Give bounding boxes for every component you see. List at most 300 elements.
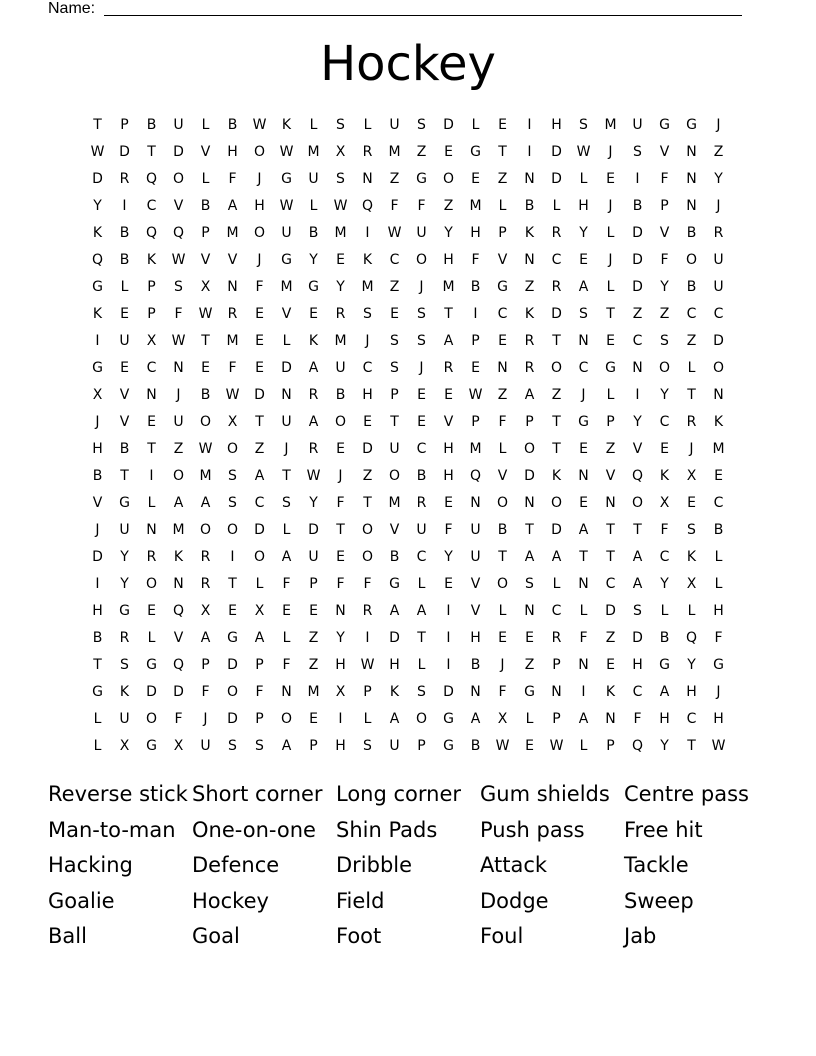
grid-letter: U (416, 225, 427, 241)
grid-row (84, 517, 732, 544)
grid-letter: E (444, 495, 453, 511)
grid-letter: L (579, 738, 588, 754)
grid-letter: Y (660, 738, 669, 754)
grid-letter: C (632, 684, 643, 700)
grid-letter: O (415, 711, 428, 727)
grid-letter: L (552, 576, 561, 592)
grid-letter: L (552, 198, 561, 214)
grid-letter: C (362, 360, 373, 376)
grid-letter: E (309, 711, 318, 727)
grid-letter: A (254, 468, 265, 484)
grid-letter: F (336, 495, 345, 511)
grid-letter: J (284, 441, 289, 457)
grid-row (84, 571, 732, 598)
grid-letter: W (279, 144, 294, 160)
grid-letter: X (200, 603, 211, 619)
grid-letter: W (198, 441, 213, 457)
grid-letter: M (388, 495, 401, 511)
grid-letter: N (578, 468, 589, 484)
grid-letter: Z (173, 441, 184, 457)
grid-letter: M (469, 198, 482, 214)
grid-letter: C (416, 441, 427, 457)
grid-letter: A (308, 360, 319, 376)
grid-letter: R (335, 306, 346, 322)
grid-letter: P (471, 414, 480, 430)
grid-letter: W (279, 198, 294, 214)
grid-letter: P (471, 333, 480, 349)
grid-row (84, 247, 732, 274)
grid-letter: A (632, 576, 643, 592)
grid-letter: B (686, 279, 697, 295)
grid-letter: G (308, 279, 319, 295)
grid-letter: A (389, 603, 400, 619)
grid-letter: O (145, 576, 158, 592)
grid-letter: D (119, 144, 130, 160)
grid-letter: X (173, 738, 184, 754)
grid-letter: D (524, 468, 535, 484)
grid-letter: K (524, 225, 535, 241)
grid-letter: Q (631, 738, 644, 754)
grid-letter: D (551, 144, 562, 160)
grid-letter: O (172, 468, 185, 484)
grid-letter: M (307, 144, 320, 160)
grid-letter: K (173, 549, 184, 565)
grid-letter: Z (362, 468, 373, 484)
grid-letter: U (470, 549, 481, 565)
grid-letter: C (578, 360, 589, 376)
word-list-item: Shin Pads (336, 817, 438, 842)
page-title: Hockey (320, 36, 496, 92)
grid-letter: L (498, 603, 507, 619)
grid-letter: S (228, 738, 237, 754)
grid-row (84, 220, 732, 247)
grid-letter: D (551, 522, 562, 538)
grid-letter: D (254, 522, 265, 538)
grid-letter: B (659, 630, 670, 646)
grid-letter: T (606, 549, 615, 565)
grid-letter: I (446, 657, 451, 673)
grid-letter: J (257, 171, 262, 187)
grid-letter: D (551, 306, 562, 322)
grid-letter: Y (660, 576, 669, 592)
grid-letter: P (147, 306, 156, 322)
grid-letter: F (444, 522, 453, 538)
grid-letter: B (92, 630, 103, 646)
grid-letter: R (551, 279, 562, 295)
grid-letter: L (579, 171, 588, 187)
grid-letter: Y (93, 198, 102, 214)
grid-letter: T (606, 306, 615, 322)
grid-letter: U (119, 522, 130, 538)
grid-letter: P (147, 279, 156, 295)
grid-letter: C (389, 252, 400, 268)
grid-letter: J (689, 441, 694, 457)
grid-letter: E (525, 738, 534, 754)
grid-letter: Z (497, 171, 508, 187)
grid-letter: K (659, 468, 670, 484)
grid-letter: Z (551, 387, 562, 403)
grid-letter: N (173, 360, 184, 376)
grid-letter: U (119, 333, 130, 349)
grid-letter: A (578, 279, 589, 295)
grid-letter: Z (416, 144, 427, 160)
grid-letter: B (524, 198, 535, 214)
grid-letter: D (605, 603, 616, 619)
grid-row (84, 436, 732, 463)
grid-letter: H (713, 711, 724, 727)
grid-letter: R (227, 306, 238, 322)
grid-letter: R (119, 630, 130, 646)
grid-letter: V (497, 468, 508, 484)
grid-letter: C (713, 495, 724, 511)
grid-letter: O (658, 360, 671, 376)
grid-letter: L (471, 117, 480, 133)
grid-letter: D (227, 711, 238, 727)
grid-letter: V (389, 522, 400, 538)
grid-letter: R (686, 414, 697, 430)
grid-letter: Y (120, 576, 129, 592)
grid-letter: N (524, 495, 535, 511)
word-list-item: One-on-one (192, 817, 316, 842)
grid-letter: Z (659, 306, 670, 322)
grid-letter: V (632, 441, 643, 457)
grid-letter: J (581, 387, 586, 403)
grid-letter: A (524, 549, 535, 565)
grid-letter: Q (469, 468, 482, 484)
grid-letter: B (470, 657, 481, 673)
grid-letter: T (120, 468, 129, 484)
grid-letter: N (524, 603, 535, 619)
grid-letter: Z (524, 279, 535, 295)
grid-letter: R (362, 144, 373, 160)
grid-letter: T (633, 522, 642, 538)
grid-letter: I (446, 603, 451, 619)
grid-letter: L (201, 117, 210, 133)
grid-letter: O (442, 171, 455, 187)
grid-letter: O (523, 441, 536, 457)
grid-letter: P (498, 225, 507, 241)
grid-letter: G (92, 684, 103, 700)
grid-letter: S (363, 738, 372, 754)
grid-letter: H (659, 711, 670, 727)
grid-letter: B (308, 225, 319, 241)
grid-row (84, 193, 732, 220)
grid-letter: J (95, 414, 100, 430)
grid-letter: J (338, 468, 343, 484)
grid-letter: D (362, 441, 373, 457)
grid-letter: N (362, 171, 373, 187)
grid-letter: A (308, 414, 319, 430)
word-list-item: Field (336, 888, 385, 913)
grid-letter: E (255, 360, 264, 376)
grid-letter: O (145, 711, 158, 727)
grid-letter: X (659, 495, 670, 511)
grid-letter: X (146, 333, 157, 349)
grid-letter: J (716, 198, 721, 214)
grid-letter: B (470, 279, 481, 295)
grid-letter: N (713, 387, 724, 403)
grid-row (84, 328, 732, 355)
grid-letter: B (470, 738, 481, 754)
grid-letter: F (660, 522, 669, 538)
grid-letter: E (120, 306, 129, 322)
grid-letter: S (687, 522, 696, 538)
grid-letter: L (282, 333, 291, 349)
grid-letter: L (498, 198, 507, 214)
grid-letter: D (389, 630, 400, 646)
grid-letter: D (632, 279, 643, 295)
grid-letter: G (443, 738, 454, 754)
grid-letter: U (173, 414, 184, 430)
grid-letter: V (659, 225, 670, 241)
grid-letter: I (149, 468, 154, 484)
grid-letter: D (281, 360, 292, 376)
grid-letter: L (606, 279, 615, 295)
grid-letter: F (390, 198, 399, 214)
grid-letter: A (551, 549, 562, 565)
grid-letter: J (608, 252, 613, 268)
grid-letter: G (92, 279, 103, 295)
grid-letter: C (605, 576, 616, 592)
grid-letter: N (497, 360, 508, 376)
grid-letter: J (608, 198, 613, 214)
grid-letter: H (254, 198, 265, 214)
grid-letter: R (200, 549, 211, 565)
grid-letter: N (605, 495, 616, 511)
grid-letter: K (605, 684, 616, 700)
grid-letter: W (171, 252, 186, 268)
grid-letter: H (578, 198, 589, 214)
grid-letter: J (257, 252, 262, 268)
grid-letter: O (550, 360, 563, 376)
grid-letter: M (226, 333, 239, 349)
grid-letter: E (525, 630, 534, 646)
grid-letter: E (255, 306, 264, 322)
grid-letter: B (335, 387, 346, 403)
grid-letter: G (119, 603, 130, 619)
word-list-item: Centre pass (624, 782, 749, 806)
grid-letter: O (361, 549, 374, 565)
grid-letter: O (496, 495, 509, 511)
grid-letter: F (660, 252, 669, 268)
grid-row (84, 679, 732, 706)
word-list-item: Sweep (624, 888, 694, 913)
grid-letter: S (417, 117, 426, 133)
grid-letter: S (417, 333, 426, 349)
grid-letter: R (551, 225, 562, 241)
word-list-item: Push pass (480, 817, 585, 842)
grid-letter: G (146, 657, 157, 673)
word-list-item: Goal (192, 924, 240, 948)
grid-letter: X (227, 414, 238, 430)
grid-letter: E (417, 387, 426, 403)
grid-letter: J (716, 684, 721, 700)
grid-letter: W (495, 738, 510, 754)
grid-letter: A (173, 495, 184, 511)
grid-letter: S (336, 171, 345, 187)
grid-letter: Y (444, 225, 453, 241)
grid-letter: X (254, 603, 265, 619)
grid-letter: W (306, 468, 321, 484)
grid-letter: U (713, 279, 724, 295)
grid-letter: T (606, 522, 615, 538)
grid-letter: T (93, 117, 102, 133)
grid-letter: B (119, 252, 130, 268)
grid-letter: Q (145, 225, 158, 241)
grid-letter: J (419, 279, 424, 295)
grid-letter: B (119, 225, 130, 241)
grid-letter: L (498, 441, 507, 457)
grid-letter: N (686, 144, 697, 160)
grid-letter: L (201, 171, 210, 187)
grid-letter: K (119, 684, 130, 700)
grid-letter: Y (336, 279, 345, 295)
grid-letter: U (281, 414, 292, 430)
grid-letter: S (336, 117, 345, 133)
grid-letter: J (500, 657, 505, 673)
grid-letter: T (498, 549, 507, 565)
grid-letter: L (525, 711, 534, 727)
grid-letter: I (338, 711, 343, 727)
grid-letter: O (685, 252, 698, 268)
grid-letter: O (172, 171, 185, 187)
grid-letter: W (171, 333, 186, 349)
grid-letter: S (417, 306, 426, 322)
grid-letter: E (336, 549, 345, 565)
name-underline[interactable] (104, 15, 742, 16)
grid-letter: Q (631, 468, 644, 484)
grid-letter: X (686, 468, 697, 484)
grid-letter: E (147, 603, 156, 619)
grid-letter: Y (444, 549, 453, 565)
grid-letter: G (119, 495, 130, 511)
grid-letter: M (604, 117, 617, 133)
grid-letter: L (282, 522, 291, 538)
grid-letter: C (551, 252, 562, 268)
name-field (48, 0, 748, 20)
grid-letter: D (146, 684, 157, 700)
grid-letter: H (443, 441, 454, 457)
grid-letter: L (309, 198, 318, 214)
grid-row (84, 652, 732, 679)
grid-letter: U (632, 117, 643, 133)
grid-letter: P (120, 117, 129, 133)
grid-letter: E (498, 333, 507, 349)
grid-letter: N (173, 576, 184, 592)
grid-letter: K (92, 225, 103, 241)
grid-letter: R (551, 630, 562, 646)
grid-letter: T (525, 522, 534, 538)
grid-letter: M (334, 225, 347, 241)
grid-letter: T (147, 441, 156, 457)
grid-letter: A (281, 738, 292, 754)
grid-letter: A (578, 522, 589, 538)
grid-letter: Q (145, 171, 158, 187)
grid-letter: E (309, 603, 318, 619)
grid-letter: T (687, 738, 696, 754)
grid-letter: V (173, 198, 184, 214)
grid-letter: G (686, 117, 697, 133)
grid-letter: L (714, 549, 723, 565)
grid-letter: G (227, 630, 238, 646)
grid-letter: L (309, 117, 318, 133)
grid-letter: G (524, 684, 535, 700)
grid-letter: D (713, 333, 724, 349)
grid-letter: L (255, 576, 264, 592)
grid-letter: R (362, 603, 373, 619)
grid-letter: L (417, 657, 426, 673)
grid-letter: D (227, 657, 238, 673)
grid-letter: Z (524, 657, 535, 673)
grid-letter: S (282, 495, 291, 511)
grid-letter: U (713, 252, 724, 268)
grid-letter: N (146, 522, 157, 538)
grid-letter: R (200, 576, 211, 592)
grid-letter: J (365, 333, 370, 349)
grid-letter: M (712, 441, 725, 457)
grid-letter: P (525, 414, 534, 430)
grid-letter: N (578, 657, 589, 673)
grid-letter: X (335, 144, 346, 160)
grid-letter: V (659, 144, 670, 160)
word-list-item: Jab (624, 924, 657, 948)
grid-letter: G (281, 252, 292, 268)
grid-letter: L (282, 630, 291, 646)
grid-letter: F (336, 576, 345, 592)
grid-letter: E (444, 387, 453, 403)
grid-letter: R (443, 360, 454, 376)
grid-letter: P (363, 684, 372, 700)
grid-letter: M (307, 684, 320, 700)
grid-letter: E (336, 441, 345, 457)
grid-letter: G (659, 657, 670, 673)
grid-letter: O (415, 252, 428, 268)
grid-letter: Y (309, 495, 318, 511)
grid-letter: I (527, 117, 532, 133)
grid-letter: D (254, 387, 265, 403)
grid-letter: A (227, 198, 238, 214)
grid-letter: N (470, 495, 481, 511)
grid-letter: V (281, 306, 292, 322)
grid-letter: R (146, 549, 157, 565)
grid-letter: S (579, 306, 588, 322)
grid-letter: M (226, 225, 239, 241)
grid-letter: G (146, 738, 157, 754)
grid-letter: I (635, 387, 640, 403)
grid-letter: G (713, 657, 724, 673)
grid-letter: N (524, 252, 535, 268)
grid-letter: Z (308, 630, 319, 646)
grid-letter: U (308, 549, 319, 565)
grid-letter: F (174, 711, 183, 727)
grid-letter: Z (254, 441, 265, 457)
grid-letter: F (498, 684, 507, 700)
grid-letter: E (606, 657, 615, 673)
grid-letter: K (389, 684, 400, 700)
grid-letter: C (713, 306, 724, 322)
grid-letter: J (419, 360, 424, 376)
grid-letter: T (336, 522, 345, 538)
word-list-item: Tackle (624, 853, 689, 877)
grid-letter: I (446, 630, 451, 646)
grid-letter: E (579, 252, 588, 268)
grid-letter: N (632, 360, 643, 376)
grid-letter: N (578, 333, 589, 349)
grid-letter: A (200, 630, 211, 646)
grid-letter: B (146, 117, 157, 133)
grid-letter: N (686, 171, 697, 187)
grid-letter: Y (714, 171, 723, 187)
